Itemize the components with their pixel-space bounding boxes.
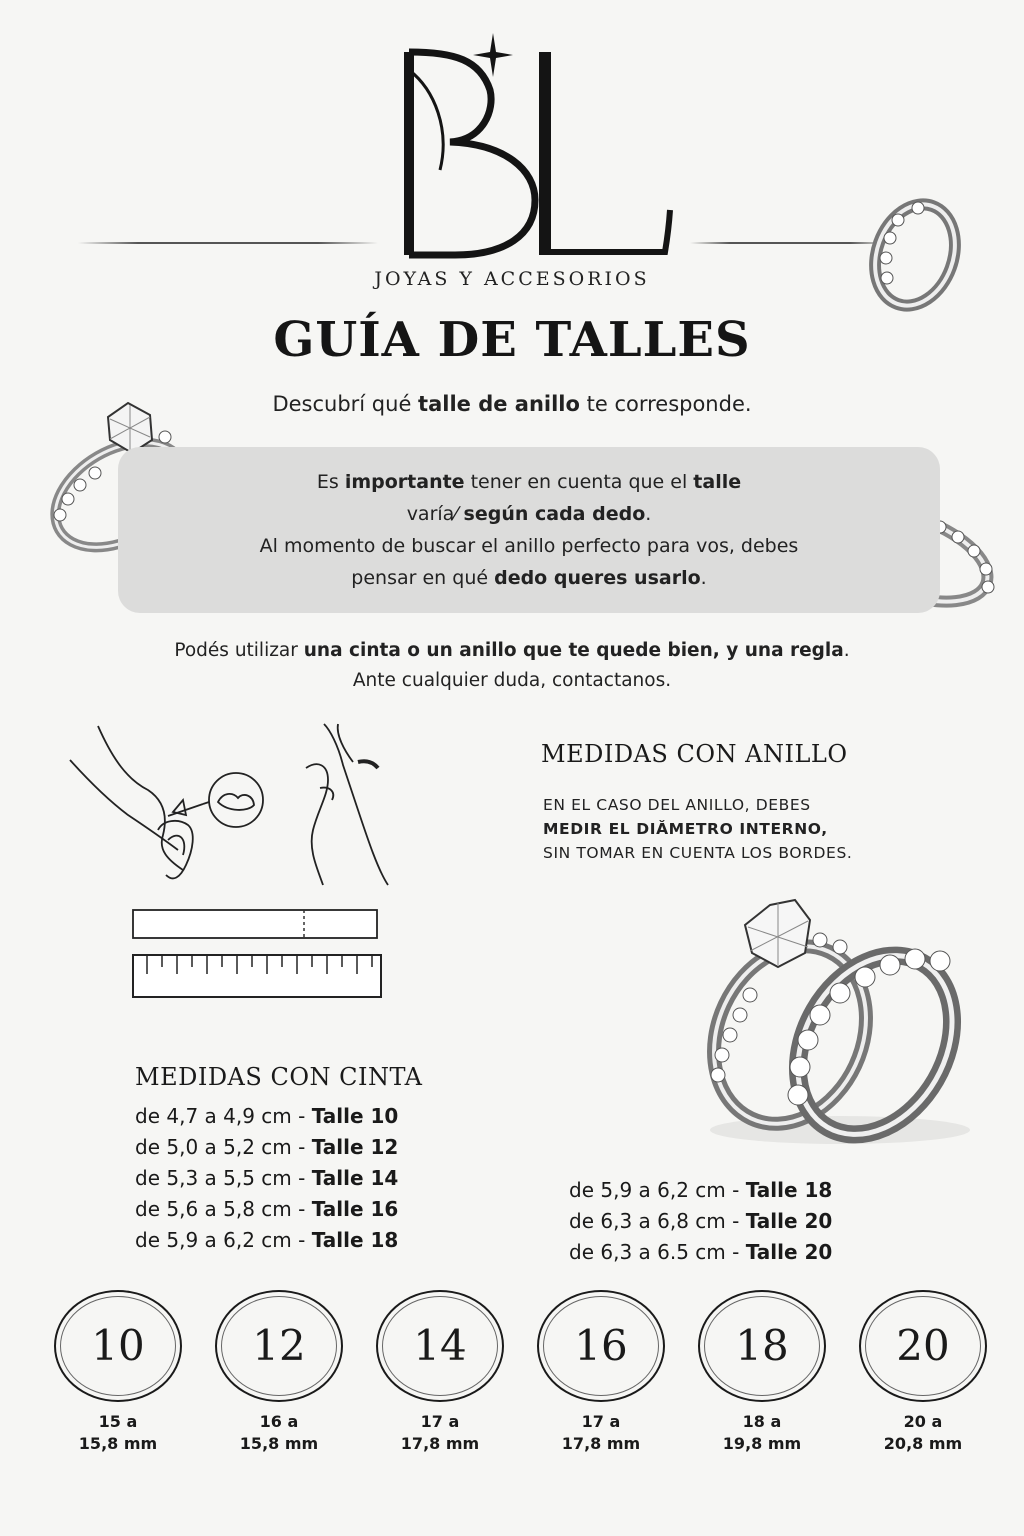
subtitle — [0, 392, 1024, 416]
info-text-bold: importante — [344, 471, 465, 493]
size-circle-10 — [54, 1290, 182, 1402]
contact-note: Ante cualquier duda, contactanos. — [352, 670, 672, 691]
ring-instr-line: SIN TOMAR EN CUENTA LOS BORDES. — [543, 844, 853, 862]
page-title: GUÍA DE TALLES — [273, 312, 751, 368]
tape-section-title: MEDIDAS CON CINTA — [135, 1063, 423, 1091]
info-text-part: . — [645, 503, 652, 525]
tape-list-left — [135, 1101, 398, 1256]
size-circle-caption — [853, 1411, 993, 1455]
list-item — [569, 1206, 832, 1237]
ring-band-icon — [860, 190, 970, 320]
size-circle-number: 10 — [91, 1321, 145, 1370]
ring-instr-line: EN EL CASO DEL ANILLO, DEBES — [543, 796, 811, 814]
list-item-size: Talle 16 — [311, 1197, 399, 1221]
caption-to: 15,8 mm — [78, 1434, 158, 1453]
list-item-range: de 4,7 a 4,9 cm - — [135, 1104, 312, 1128]
list-item-range: de 5,3 a 5,5 cm - — [135, 1166, 312, 1190]
list-item — [135, 1225, 398, 1256]
ring-section-title: MEDIDAS CON ANILLO — [541, 740, 848, 768]
list-item-size: Talle 20 — [745, 1209, 833, 1233]
size-circle-20 — [859, 1290, 987, 1402]
caption-from: 18 a — [742, 1412, 782, 1431]
subtitle-post: te corresponde. — [579, 392, 752, 416]
ring-pair-icon — [690, 895, 980, 1155]
tape-strip-icon — [132, 909, 380, 941]
info-text-part: varía⁄ — [406, 503, 464, 525]
caption-to: 19,8 mm — [722, 1434, 802, 1453]
list-item — [569, 1237, 832, 1268]
caption-from: 17 a — [420, 1412, 460, 1431]
list-item-range: de 6,3 a 6.5 cm - — [569, 1240, 746, 1264]
brand-logo — [395, 30, 680, 265]
list-item-range: de 6,3 a 6,8 cm - — [569, 1209, 746, 1233]
size-circle-18 — [698, 1290, 826, 1402]
ring-instructions — [543, 793, 852, 865]
info-text-bold: según cada dedo — [463, 503, 646, 525]
caption-from: 20 a — [903, 1412, 943, 1431]
size-circle-14 — [376, 1290, 504, 1402]
tools-text — [0, 636, 1024, 696]
info-text-part: tener en cuenta que el — [464, 471, 694, 493]
list-item — [135, 1194, 398, 1225]
list-item-range: de 5,9 a 6,2 cm - — [569, 1178, 746, 1202]
info-text-bold: talle — [693, 471, 742, 493]
info-text-part: . — [700, 567, 707, 589]
info-text-part: pensar en qué — [351, 567, 495, 589]
subtitle-bold: talle de anillo — [418, 392, 580, 416]
size-circle-16 — [537, 1290, 665, 1402]
list-item-size: Talle 10 — [311, 1104, 399, 1128]
info-text-line: Al momento de buscar el anillo perfecto para vos, debes — [259, 535, 799, 557]
size-circle-caption — [48, 1411, 188, 1455]
ruler-icon — [132, 954, 384, 1000]
list-item — [135, 1163, 398, 1194]
size-circle-caption — [531, 1411, 671, 1455]
list-item-size: Talle 18 — [745, 1178, 833, 1202]
list-item-size: Talle 20 — [745, 1240, 833, 1264]
caption-to: 15,8 mm — [239, 1434, 319, 1453]
size-circle-12 — [215, 1290, 343, 1402]
ring-instr-bold: MEDIR EL DIǍMETRO INTERNO, — [543, 820, 828, 838]
size-circle-number: 16 — [574, 1321, 628, 1370]
tools-text-bold: una cinta o un anillo que te quede bien, y una regla — [303, 640, 844, 661]
subtitle-pre: Descubrí qué — [272, 392, 419, 416]
caption-to: 17,8 mm — [400, 1434, 480, 1453]
caption-from: 15 a — [98, 1412, 138, 1431]
tools-text-part: Podés utilizar — [174, 640, 304, 661]
list-item-size: Talle 12 — [311, 1135, 399, 1159]
caption-from: 17 a — [581, 1412, 621, 1431]
size-circle-caption — [209, 1411, 349, 1455]
hand-measuring-icon — [68, 720, 398, 890]
caption-to: 20,8 mm — [883, 1434, 963, 1453]
list-item — [135, 1101, 398, 1132]
list-item-range: de 5,9 a 6,2 cm - — [135, 1228, 312, 1252]
list-item-range: de 5,6 a 5,8 cm - — [135, 1197, 312, 1221]
list-item-size: Talle 18 — [311, 1228, 399, 1252]
tape-list-right — [569, 1175, 832, 1268]
size-circle-number: 20 — [896, 1321, 950, 1370]
info-text-bold: dedo queres usarlo — [494, 567, 701, 589]
size-circle-number: 14 — [413, 1321, 467, 1370]
caption-from: 16 a — [259, 1412, 299, 1431]
list-item — [135, 1132, 398, 1163]
list-item — [569, 1175, 832, 1206]
brand-tagline: JOYAS Y ACCESORIOS — [374, 268, 650, 290]
size-circle-number: 18 — [735, 1321, 789, 1370]
size-circle-caption — [370, 1411, 510, 1455]
size-circle-number: 12 — [252, 1321, 306, 1370]
info-text — [118, 466, 940, 594]
info-text-part: Es — [316, 471, 345, 493]
caption-to: 17,8 mm — [561, 1434, 641, 1453]
size-circle-caption — [692, 1411, 832, 1455]
logo-line-left — [78, 242, 378, 244]
list-item-range: de 5,0 a 5,2 cm - — [135, 1135, 312, 1159]
tools-text-part: . — [843, 640, 850, 661]
list-item-size: Talle 14 — [311, 1166, 399, 1190]
